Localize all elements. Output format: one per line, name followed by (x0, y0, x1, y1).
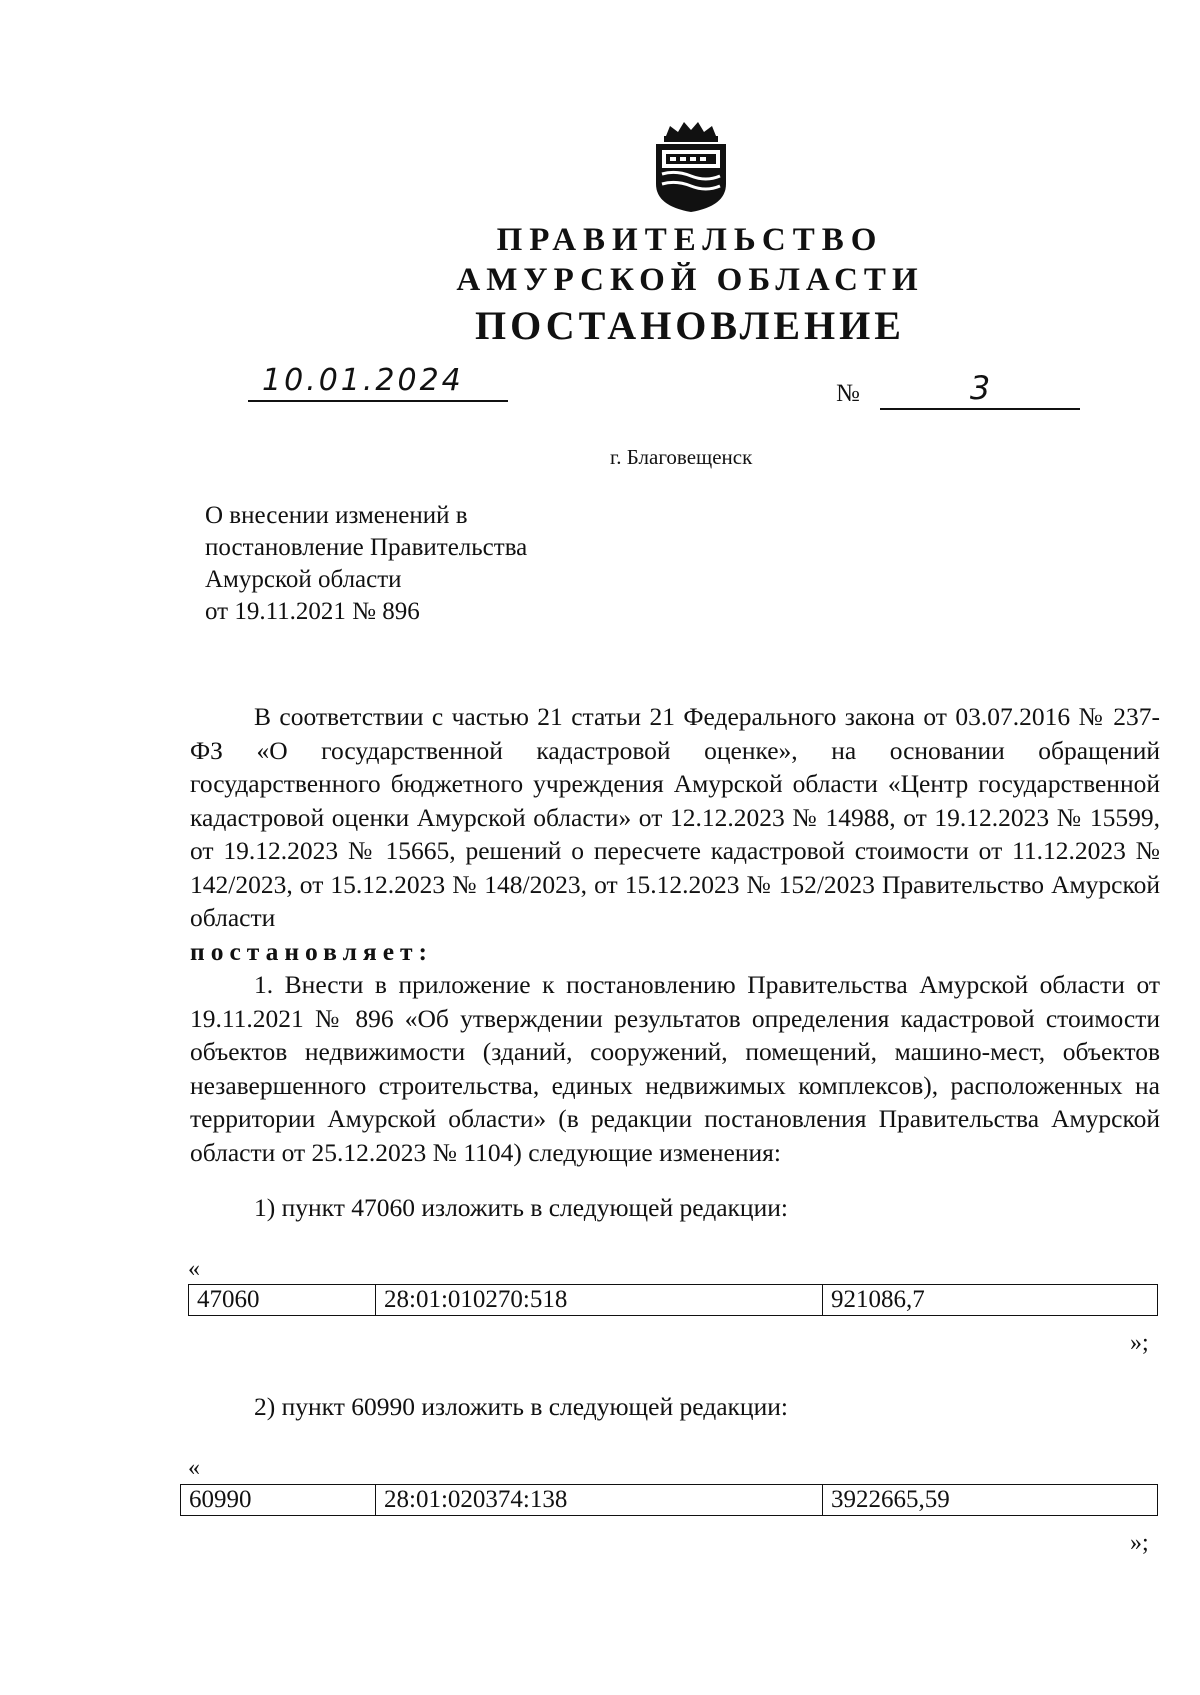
subject-line: постановление Правительства (205, 534, 528, 561)
document-date: 10.01.2024 (248, 362, 508, 402)
table-cell-item-number: 47060 (189, 1285, 376, 1316)
table-cell-cadastral-value: 921086,7 (823, 1285, 1158, 1316)
table-cell-cadastral-number: 28:01:010270:518 (376, 1285, 823, 1316)
coat-of-arms-emblem (648, 118, 734, 214)
subitem-1-text: 1) пункт 47060 изложить в следующей редакции: (254, 1193, 788, 1222)
closing-quote: »; (1130, 1330, 1149, 1356)
table-row (189, 1285, 1158, 1316)
closing-quote: »; (1130, 1530, 1149, 1556)
table-cell-cadastral-number: 28:01:020374:138 (376, 1485, 823, 1516)
decree-word: постановляет: (190, 936, 434, 966)
subject-line: Амурской области (205, 566, 402, 593)
organization-name-line2: АМУРСКОЙ ОБЛАСТИ (456, 262, 924, 298)
preamble-paragraph: В соответствии с частью 21 статьи 21 Федерального закона от 03.07.2016 № 237-ФЗ «О государственной кадастровой оценке», на основании обращений государственного бюджетного учреждения Амурской области «Центр государственной кадастровой оценки Амурской области» от 12.12.2023 № 14988, от 19.12.2023 № 15599, от 19.12.2023 № 15665, решений о пересчете кадастровой стоимости от 11.12.2023 № 142/2023, от 15.12.2023 № 148/2023, от 15.12.2023 № 152/2023 Правительство Амурской области (190, 702, 1160, 932)
organization-name-line1: ПРАВИТЕЛЬСТВО (496, 222, 884, 258)
document-type-title: ПОСТАНОВЛЕНИЕ (475, 303, 905, 348)
cadastral-table-2 (180, 1484, 1158, 1516)
opening-quote: « (188, 1256, 200, 1282)
table-cell-cadastral-value: 3922665,59 (823, 1485, 1158, 1516)
table-cell-item-number: 60990 (181, 1485, 376, 1516)
table-row (181, 1485, 1158, 1516)
opening-quote: « (188, 1455, 200, 1481)
item-1-paragraph: 1. Внести в приложение к постановлению Правительства Амурской области от 19.11.2021 № 896 «Об утверждении результатов определения кадастровой стоимости объектов недвижимости (зданий, сооружений, помещений, машино-мест, объектов незавершенного строительства, единых недвижимых комплексов), расположенных на территории Амурской области» (в редакции постановления Правительства Амурской области от 25.12.2023 № 1104) следующие изменения: (190, 970, 1160, 1167)
city-name: г. Благовещенск (610, 445, 753, 469)
subitem-2-text: 2) пункт 60990 изложить в следующей редакции: (254, 1392, 788, 1421)
subject-line: О внесении изменений в (205, 502, 468, 529)
document-subject (205, 500, 527, 628)
cadastral-table-1 (188, 1284, 1158, 1316)
number-label: № (836, 380, 860, 407)
document-number: 3 (880, 368, 1080, 410)
subject-line: от 19.11.2021 № 896 (205, 598, 420, 625)
document-body (190, 700, 1160, 1169)
